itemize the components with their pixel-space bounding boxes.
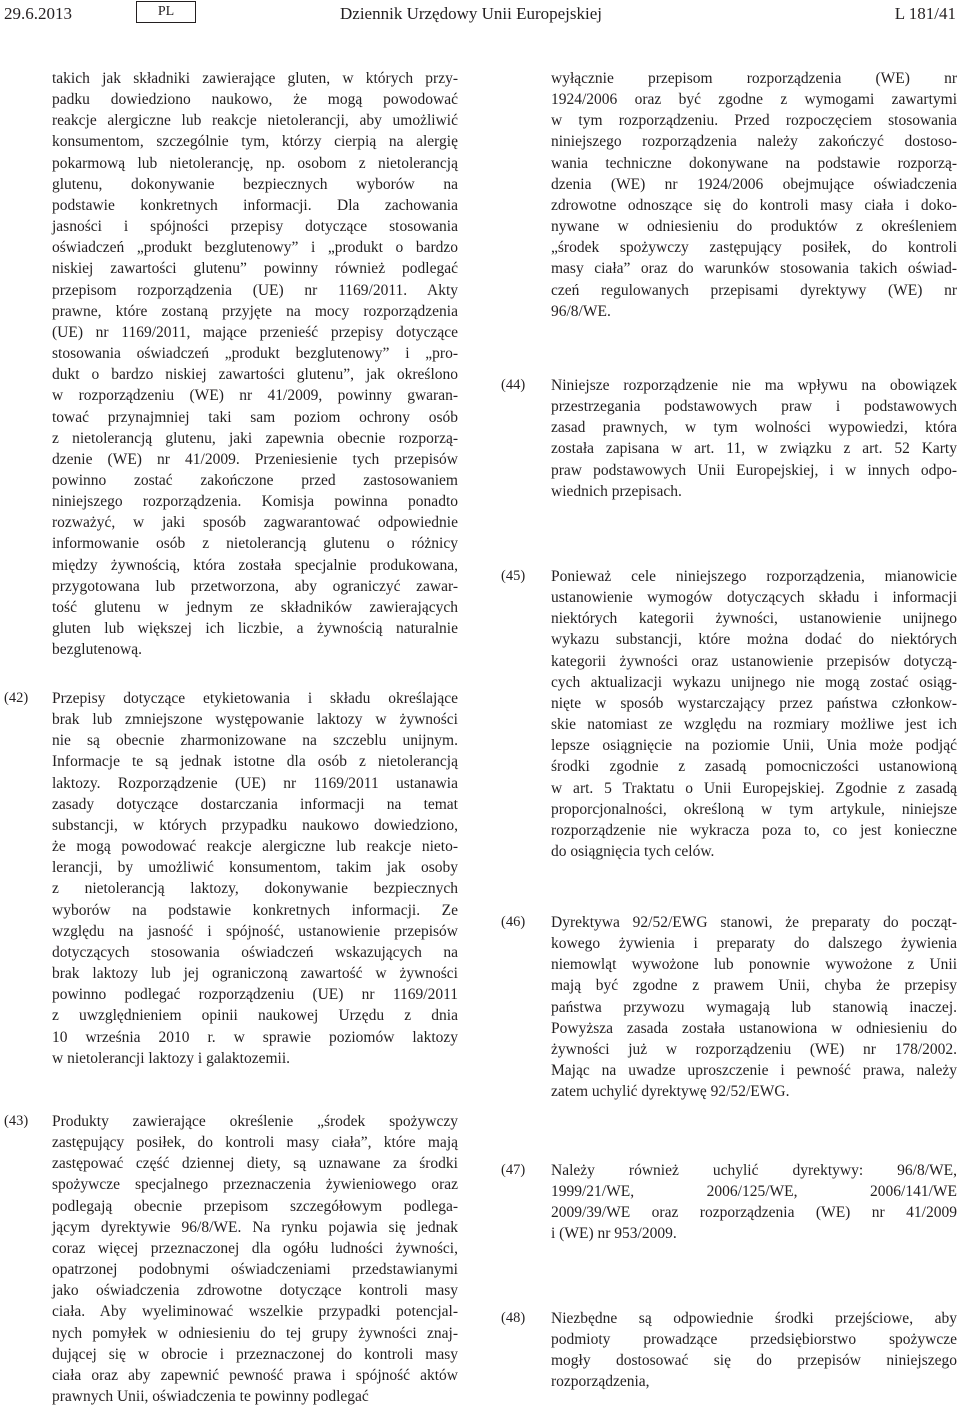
text-line: dującej się w obrocie i przeznaczonej do kontroli masy [52, 1345, 458, 1363]
text-line: oświadczeń „produkt bezglutenowy” i „produkt o bardzo [52, 239, 458, 257]
text-line: laktozy. Rozporządzenie (UE) nr 1169/2011 ustanawia [52, 774, 458, 792]
text-line: 96/8/WE. [551, 302, 611, 320]
text-line: Przepisy dotyczące etykietowania i składu określające [52, 690, 458, 707]
recital-48-text [551, 1308, 957, 1393]
text-line: z uwzględnieniem opinii naukowej Urzędu z dnia [52, 1007, 458, 1025]
text-line: dotyczących stosowania oświadczeń wskazujących na [52, 943, 458, 961]
text-line: państwa przywozu wymagają lub stanowią inaczej. [551, 998, 957, 1016]
recital-42-text [52, 688, 458, 1069]
text-line: masy ciała” oraz do warunków stosowania takich oświad- [551, 260, 957, 278]
text-line: powinno podlegać rozporządzeniu (UE) nr 1169/2011 [52, 986, 458, 1004]
text-line: reakcje alergiczne lub reakcje nietolerancji, aby umożliwić [52, 112, 458, 130]
text-line: dukt o bardzo niskiej zawartości glutenu”, jak określono [52, 366, 458, 384]
text-line: lerancji, by umożliwić konsumentom, takim jak osoby [52, 859, 458, 877]
text-line: wyborów na podstawie konkretnych informacji. Ze [52, 901, 458, 919]
recital-43-text [52, 1111, 458, 1407]
text-line: brak lub zmniejszone występowanie laktozy w żywności [52, 711, 458, 729]
text-line: dzenia (WE) nr 1924/2006 obejmujące oświadczenia [551, 175, 957, 193]
text-line: nywane w odniesieniu do produktów z określeniem [551, 218, 957, 236]
text-line: glutenu, dokonywanie bezpiecznych wyborów na [52, 175, 458, 193]
text-line: zasady dotyczące dostarczania informacji na temat [52, 795, 458, 813]
text-line: mają być zgodne z prawem Unii, chyba że przepisy [551, 977, 957, 995]
text-line: zastępujący posiłek, do kontroli masy ciała”, które mają [52, 1134, 458, 1152]
text-line: „środek spożywczy zastępujący posiłek, do kontroli [551, 239, 957, 257]
recital-number-46: (46) [501, 914, 526, 930]
text-line: przestrzegania podstawowych praw i podstawowych [551, 398, 957, 416]
recital-number-45: (45) [501, 568, 526, 584]
text-line: Powyższa zasada została ustanowiona w odniesieniu do [551, 1019, 957, 1037]
text-line: pokarmową lub nietolerancję, np. osobom z nietolerancją [52, 154, 458, 172]
text-line: rozporządzenia, [551, 1373, 650, 1391]
text-line: zdrowotne odnoszące się do kontroli masy ciała i doko- [551, 196, 957, 214]
text-line: kategorii żywności oraz ustanowienie przepisów dotyczą- [551, 652, 957, 670]
text-line: w nietolerancji laktozy i galaktozemii. [52, 1049, 291, 1067]
text-line: ciała. Aby wyeliminować wszelkie przypadki potencjal- [52, 1303, 458, 1321]
recital-number-47: (47) [501, 1162, 526, 1178]
text-line: żywności już w rozporządzeniu (WE) nr 178/2002. [551, 1040, 957, 1058]
text-line: jasności i spójności przepisy dotyczące stosowania [52, 218, 458, 236]
text-line: Produkty zawierające określenie „środek spożywczy [52, 1113, 458, 1130]
text-line: do osiągnięcia tych celów. [551, 843, 715, 861]
publication-date: 29.6.2013 [4, 4, 72, 23]
text-line: między żywnością, która została specjalnie produkowana, [52, 556, 458, 574]
text-line: w art. 5 Traktatu o Unii Europejskiej. Zgodnie z zasadą [551, 779, 957, 797]
text-line: podstawie konkretnych informacji. Dla zachowania [52, 196, 458, 214]
text-line: zatem uchylić dyrektywę 92/52/EWG. [551, 1083, 790, 1101]
text-line: powinno zostać zakończone przed zastosowaniem [52, 471, 458, 489]
recital-44-text [551, 375, 957, 502]
text-line: przygotowana lub przetworzona, aby ograniczyć zawar- [52, 577, 458, 595]
text-line: rozważyć, w jaki sposób zagwarantować odpowiednie [52, 514, 458, 532]
text-line: niniejszego rozporządzenia należy zakończyć dostoso- [551, 133, 957, 151]
text-line: bezglutenową. [52, 641, 142, 659]
text-line: nie są obecnie zharmonizowane na szczeblu unijnym. [52, 732, 458, 750]
text-line: informowanie osób z nietolerancją glutenu o różnicy [52, 535, 458, 553]
text-line: stosowania oświadczeń „produkt bezglutenowy” i „pro- [52, 345, 458, 363]
text-line: niemowląt wywożone lub ponownie wywożone z Unii [551, 956, 957, 974]
text-line: ustanowienie wymogów dotyczących składu i informacji [551, 589, 957, 607]
text-line: opatrzonej podobnymi oświadczeniami przedstawianymi [52, 1261, 458, 1279]
text-line: Niezbędne są odpowiednie środki przejściowe, aby [551, 1310, 957, 1327]
recital-45-text [551, 566, 957, 862]
text-line: padku dowiedziono naukowo, że mogą powodować [52, 91, 458, 109]
text-line: prawnych Unii, oświadczenia te powinny podlegać [52, 1388, 369, 1406]
text-line: z nietolerancją glutenu, jaki zapewnia obecnie rozporzą- [52, 429, 458, 447]
text-line: (UE) nr 1169/2011, mające przenieść przepisy dotyczące [52, 323, 458, 341]
text-line: konsumentom, szczególnie tym, którzy cierpią na alergię [52, 133, 458, 151]
recital-number-43: (43) [4, 1113, 29, 1129]
text-line: względu na jasność i spójność, ustanowienie przepisów [52, 922, 458, 940]
text-line: tość glutenu w jednym ze składników zawierających [52, 598, 458, 616]
text-line: cych aktualizacji wykazu unijnego nie mogą zostać osiąg- [551, 673, 957, 691]
text-line: zasad prawnych, w tym wolności wypowiedzi, która [551, 419, 957, 437]
text-line: skie natomiast ze względu na rozmiary możliwe jest ich [551, 716, 957, 734]
text-line: tować przynajmniej taki sam poziom ochrony osób [52, 408, 458, 426]
text-line: i (WE) nr 953/2009. [551, 1225, 677, 1243]
text-line: proporcjonalności, określoną w tym artykule, niniejsze [551, 800, 957, 818]
text-line: Ponieważ cele niniejszego rozporządzenia, mianowicie [551, 568, 957, 585]
text-line: środki zgodnie z zasadą pomocniczości ustanowioną [551, 758, 957, 776]
text-line: wania techniczne dokonywane na podstawie rozporzą- [551, 154, 957, 172]
text-line: Niniejsze rozporządzenie nie ma wpływu na obowiązek [551, 377, 957, 394]
text-line: Należy również uchylić dyrektywy: 96/8/WE, [551, 1162, 957, 1179]
text-line: prawne, które zostaną przyjęte na mocy rozporządzenia [52, 302, 458, 320]
text-line: 1999/21/WE, 2006/125/WE, 2006/141/WE [551, 1183, 957, 1201]
text-line: 1924/2006 oraz być zgodne z wymogami zawartymi [551, 91, 957, 109]
text-line: gluten lub większej ich liczbie, a żywnością naturalnie [52, 620, 458, 638]
text-line: w rozporządzeniu (WE) nr 41/2009, powinny gwaran- [52, 387, 458, 405]
text-line: takich jak składniki zawierające gluten, w których przy- [52, 70, 458, 87]
text-line: rozporządzenie nie wykracza poza to, co jest konieczne [551, 821, 957, 839]
text-line: nięte w sposób wystarczający przez państwa członkow- [551, 694, 957, 712]
text-line: coraz więcej przeznaczonej dla ogółu ludności żywności, [52, 1239, 458, 1257]
recital-number-42: (42) [4, 690, 29, 706]
text-line: kowego żywienia i preparaty do dalszego żywienia [551, 935, 957, 953]
text-line: nych pomyłek w odniesieniu do tej grupy żywności znaj- [52, 1324, 458, 1342]
text-line: 2009/39/WE oraz rozporządzenia (WE) nr 41/2009 [551, 1204, 957, 1222]
language-box: PL [136, 1, 196, 23]
text-line: jącym dyrektywie 96/8/WE. Na rynku pojawia się jednak [52, 1218, 458, 1236]
text-line: wiednich przepisach. [551, 482, 682, 500]
text-line: Mając na uwadze uproszczenie i pewność prawa, należy [551, 1062, 957, 1080]
text-line: substancji, w których przypadku naukowo dowiedziono, [52, 816, 458, 834]
text-line: spożywcze specjalnego przeznaczenia żywieniowego oraz [52, 1176, 458, 1194]
page-header [0, 0, 960, 36]
text-line: dzenie (WE) nr 41/2009. Przeniesienie tych przepisów [52, 450, 458, 468]
right-intro-paragraph [551, 68, 957, 322]
text-line: praw podstawowych Unii Europejskiej, i w innych odpo- [551, 461, 957, 479]
text-line: wyłącznie przepisom rozporządzenia (WE) nr [551, 70, 957, 87]
left-intro-paragraph [52, 68, 458, 660]
recital-47-text [551, 1160, 957, 1245]
text-line: niniejszego rozporządzenia. Komisja powinna ponadto [52, 493, 458, 511]
text-line: ciała oraz aby zapewnić pewność prawa i spójność aktów [52, 1366, 458, 1384]
text-line: podmioty prowadzące przedsiębiorstwo spożywcze [551, 1331, 957, 1349]
text-line: zastępować część dziennej diety, są uznawane za środki [52, 1155, 458, 1173]
recital-number-44: (44) [501, 377, 526, 393]
text-line: w tym rozporządzeniu. Przed rozpoczęciem stosowania [551, 112, 957, 130]
text-line: że mogą powodować reakcje alergiczne lub reakcje nieto- [52, 838, 458, 856]
journal-title: Dziennik Urzędowy Unii Europejskiej [340, 4, 603, 23]
text-line: mogły dostosować się do przepisów niniejszego [551, 1352, 957, 1370]
page-reference: L 181/41 [894, 4, 956, 23]
text-line: lepsze osiągnięcie na poziomie Unii, Unia może podjąć [551, 737, 957, 755]
text-line: czeń regulowanych przepisami dyrektywy (WE) nr [551, 281, 957, 299]
text-line: podlegają obecnie przepisom szczegółowym podlega- [52, 1197, 458, 1215]
text-line: niektórych kategorii żywności, ustanowienie unijnego [551, 610, 957, 628]
text-line: przepisom rozporządzenia (UE) nr 1169/2011. Akty [52, 281, 458, 299]
text-line: jako oświadczenia zdrowotne dotyczące kontroli masy [52, 1282, 458, 1300]
text-line: brak laktozy lub jej ograniczoną zawartość w żywności [52, 965, 458, 983]
text-line: została zapisana w art. 11, w związku z art. 52 Karty [551, 440, 957, 458]
text-line: wykazu substancji, które można dodać do niektórych [551, 631, 957, 649]
text-line: niskiej zawartości glutenu” powinny również podlegać [52, 260, 458, 278]
text-line: z nietolerancją laktozy, dokonywanie bezpiecznych [52, 880, 458, 898]
text-line: Dyrektywa 92/52/EWG stanowi, że preparaty do począt- [551, 914, 957, 931]
recital-number-48: (48) [501, 1310, 526, 1326]
recital-46-text [551, 912, 957, 1102]
text-line: Informacje te są jednak istotne dla osób z nietolerancją [52, 753, 458, 771]
text-line: 10 września 2010 r. w sprawie poziomów laktozy [52, 1028, 458, 1046]
